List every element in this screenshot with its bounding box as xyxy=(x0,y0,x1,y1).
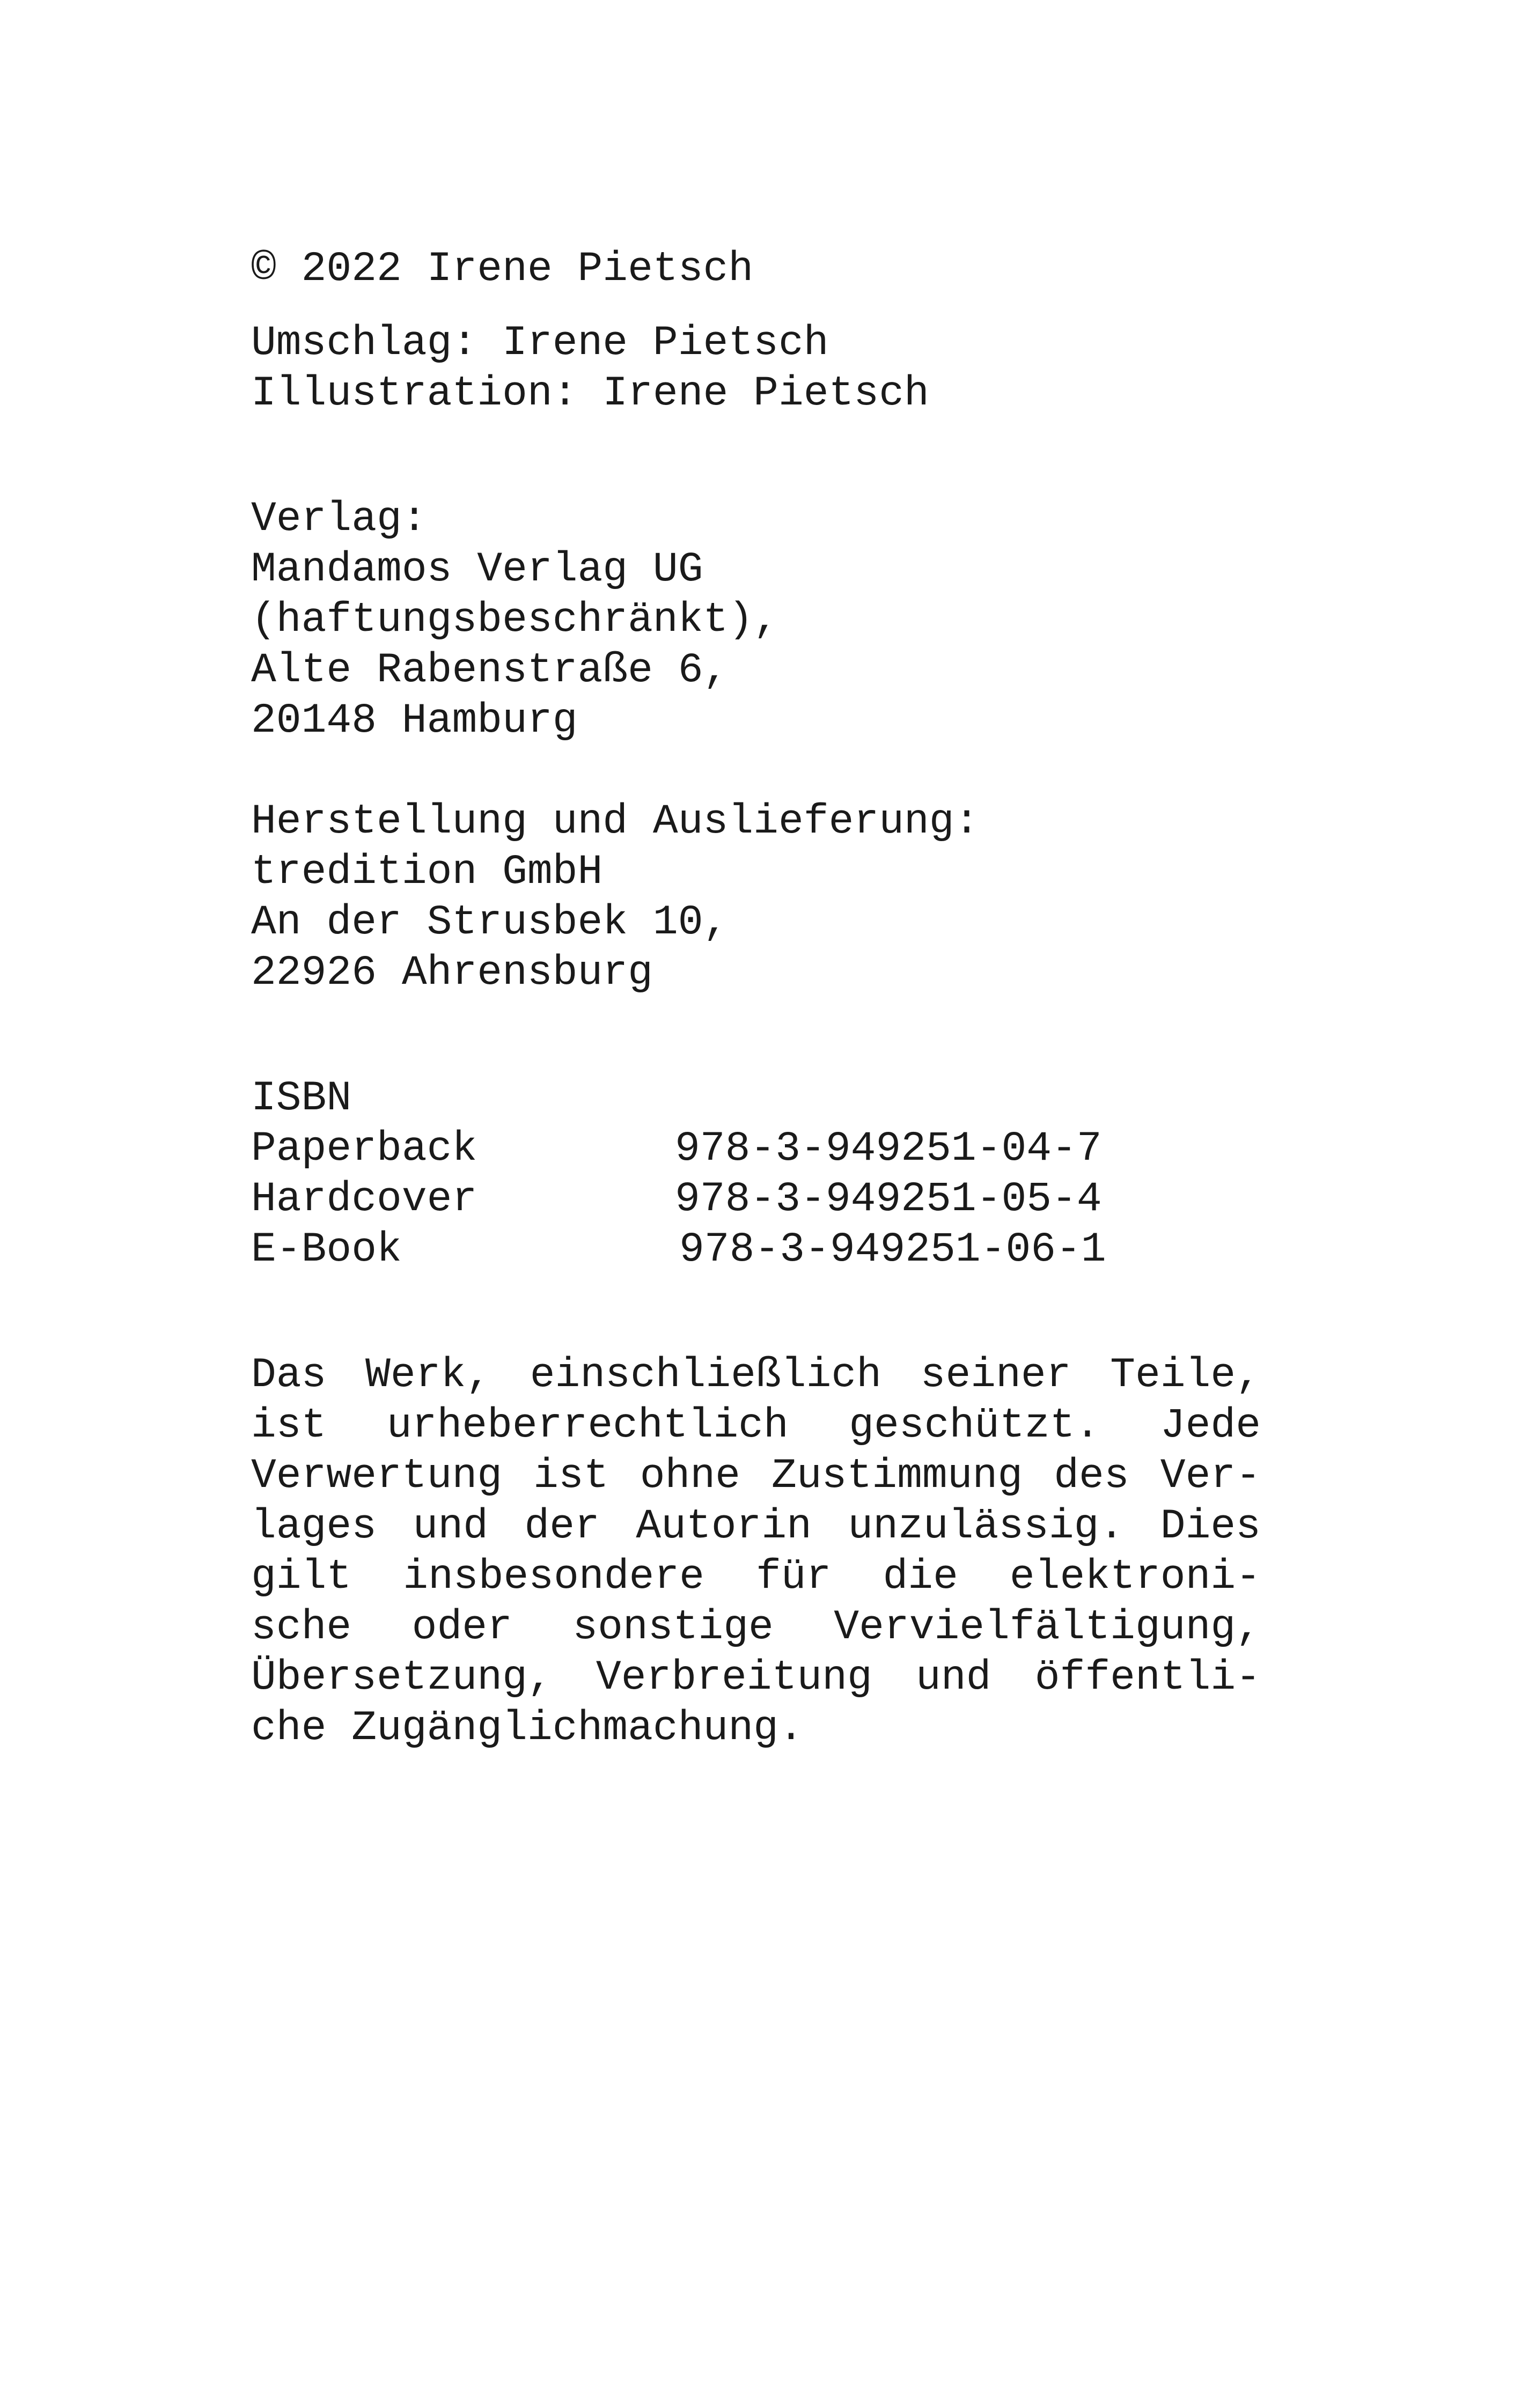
rights-notice-line: lages und der Autorin unzulässig. Dies xyxy=(251,1503,1261,1550)
rights-notice xyxy=(251,1350,1261,1754)
publisher-heading: Verlag: xyxy=(251,496,427,543)
rights-notice-line: Verwertung ist ohne Zustimmung des Ver- xyxy=(251,1453,1261,1500)
production-name: tredition GmbH xyxy=(251,849,603,896)
rights-notice-line: sche oder sonstige Vervielfältigung, xyxy=(251,1604,1261,1651)
production-street: An der Strusbek 10, xyxy=(251,899,729,946)
publisher-block xyxy=(251,494,1270,746)
isbn-row-ebook xyxy=(251,1225,1270,1275)
illustration-credit: Illustration: Irene Pietsch xyxy=(251,370,929,417)
isbn-heading: ISBN xyxy=(251,1075,352,1122)
publisher-city: 20148 Hamburg xyxy=(251,697,578,745)
publisher-street: Alte Rabenstraße 6, xyxy=(251,647,729,694)
production-block xyxy=(251,797,1270,998)
spacer xyxy=(251,746,1270,797)
isbn-row-hardcover xyxy=(251,1174,1270,1225)
isbn-label: E-Book xyxy=(251,1226,402,1273)
publisher-name: Mandamos Verlag UG xyxy=(251,546,703,593)
isbn-label: Paperback xyxy=(251,1125,477,1173)
publisher-legal-form: (haftungsbeschränkt), xyxy=(251,597,778,644)
isbn-row-paperback xyxy=(251,1124,1270,1174)
rights-notice-line: che Zugänglichmachung. xyxy=(251,1705,804,1752)
isbn-number: 978-3-949251-06-1 xyxy=(679,1226,1106,1273)
rights-notice-line: gilt insbesondere für die elektroni- xyxy=(251,1553,1261,1601)
cover-credit: Umschlag: Irene Pietsch xyxy=(251,320,829,367)
isbn-label: Hardcover xyxy=(251,1176,477,1223)
spacer xyxy=(251,419,1270,494)
rights-notice-line: Übersetzung, Verbreitung und öffentli- xyxy=(251,1654,1261,1702)
copyright-line: © 2022 Irene Pietsch xyxy=(251,246,754,293)
isbn-block xyxy=(251,1073,1270,1275)
imprint-content xyxy=(251,244,1270,1754)
production-city: 22926 Ahrensburg xyxy=(251,949,653,997)
isbn-number: 978-3-949251-04-7 xyxy=(675,1125,1102,1173)
rights-notice-line: Das Werk, einschließlich seiner Teile, xyxy=(251,1352,1261,1399)
spacer xyxy=(251,294,1270,318)
production-heading: Herstellung und Auslieferung: xyxy=(251,798,980,845)
rights-notice-line: ist urheberrechtlich geschützt. Jede xyxy=(251,1402,1261,1449)
isbn-number: 978-3-949251-05-4 xyxy=(675,1176,1102,1223)
spacer xyxy=(251,998,1270,1073)
